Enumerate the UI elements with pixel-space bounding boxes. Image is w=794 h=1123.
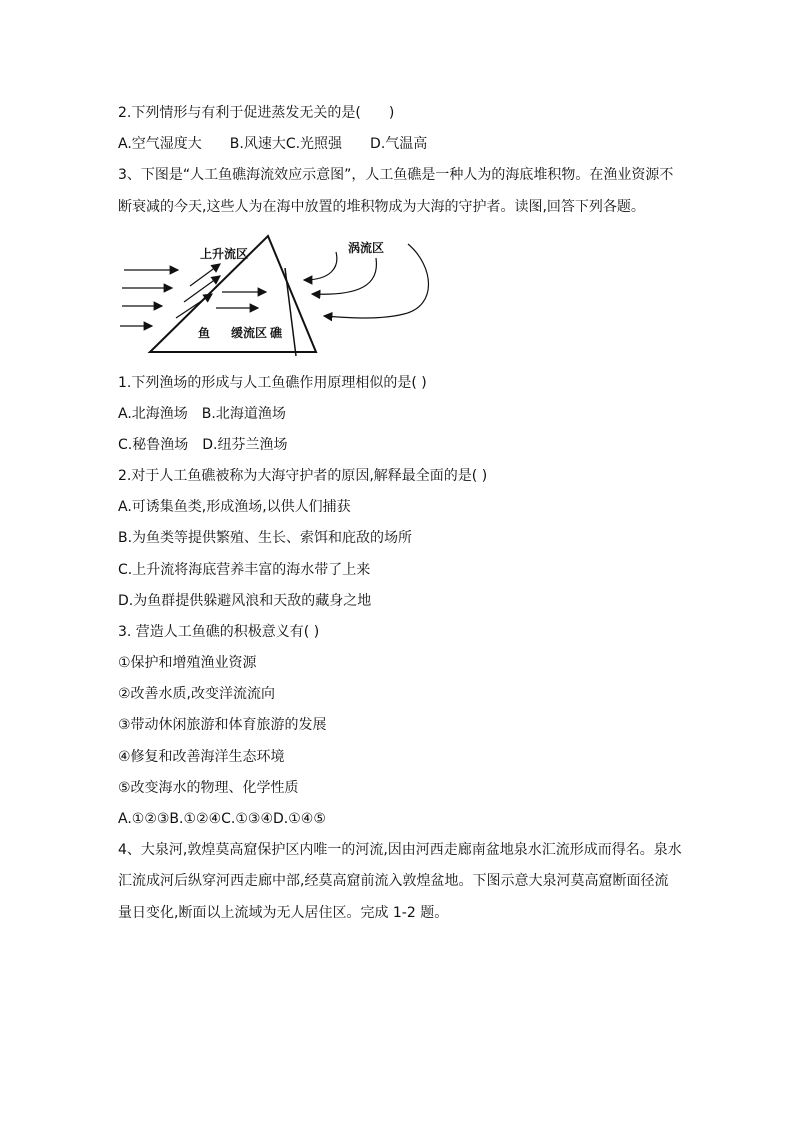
q2-options: A.空气湿度大 B.风速大C.光照强 D.气温高	[118, 136, 428, 152]
q4-intro-line-2: 汇流成河后纵穿河西走廊中部,经莫高窟前流入敦煌盆地。下图示意大泉河莫高窟断面径流	[118, 873, 669, 889]
artificial-reef-current-diagram	[118, 230, 448, 360]
q3-intro-line-1: 3、下图是“人工鱼礁海流效应示意图”，人工鱼礁是一种人为的海底堆积物。在渔业资源不	[118, 167, 674, 183]
upwelling-arrow	[190, 264, 220, 286]
q2-stem: 2.下列情形与有利于促进蒸发无关的是( )	[118, 105, 395, 121]
q3-2-stem: 2.对于人工鱼礁被称为大海守护者的原因,解释最全面的是( )	[118, 468, 488, 484]
q3-3-item-5: ⑤改变海水的物理、化学性质	[118, 780, 299, 796]
q3-3-options: A.①②③B.①②④C.①③④D.①④⑤	[118, 811, 326, 827]
q3-1-options-ab: A.北海渔场 B.北海道渔场	[118, 406, 286, 422]
q3-2-option-a: A.可诱集鱼类,形成渔场,以供人们捕获	[118, 499, 351, 515]
reef-side-line	[285, 268, 296, 356]
q3-3-item-2: ②改善水质,改变洋流流向	[118, 686, 276, 702]
q3-3-stem: 3. 营造人工鱼礁的积极意义有( )	[118, 624, 320, 640]
q3-intro-line-2: 断衰减的今天,这些人为在海中放置的堆积物成为大海的守护者。读图,回答下列各题。	[118, 199, 645, 215]
q3-2-option-c: C.上升流将海底营养丰富的海水带了上来	[118, 562, 371, 578]
label-eddy: 涡流区	[348, 241, 385, 255]
label-fish: 鱼	[198, 326, 211, 340]
q4-intro-line-1: 4、大泉河,敦煌莫高窟保护区内唯一的河流,因由河西走廊南盆地泉水汇流形成而得名。泉水	[118, 842, 682, 858]
q3-1-stem: 1.下列渔场的形成与人工鱼礁作用原理相似的是( )	[118, 375, 427, 391]
q3-3-item-1: ①保护和增殖渔业资源	[118, 655, 257, 671]
q3-2-option-d: D.为鱼群提供躲避风浪和天敌的藏身之地	[118, 593, 372, 609]
upwelling-arrow	[176, 294, 212, 318]
eddy-arrow	[312, 258, 376, 294]
label-slow-zone: 缓流区	[231, 326, 268, 340]
q3-2-option-b: B.为鱼类等提供繁殖、生长、索饵和庇敌的场所	[118, 530, 413, 546]
q3-3-item-3: ③带动休闲旅游和体育旅游的发展	[118, 717, 327, 733]
label-reef: 礁	[270, 326, 283, 340]
q3-1-options-cd: C.秘鲁渔场 D.纽芬兰渔场	[118, 437, 288, 453]
q3-3-item-4: ④修复和改善海洋生态环境	[118, 749, 285, 765]
label-upwelling: 上升流区	[200, 247, 249, 261]
eddy-arrow	[304, 252, 337, 280]
eddy-arrow	[324, 244, 429, 318]
q4-intro-line-3: 量日变化,断面以上流域为无人居住区。完成 1-2 题。	[118, 905, 449, 921]
